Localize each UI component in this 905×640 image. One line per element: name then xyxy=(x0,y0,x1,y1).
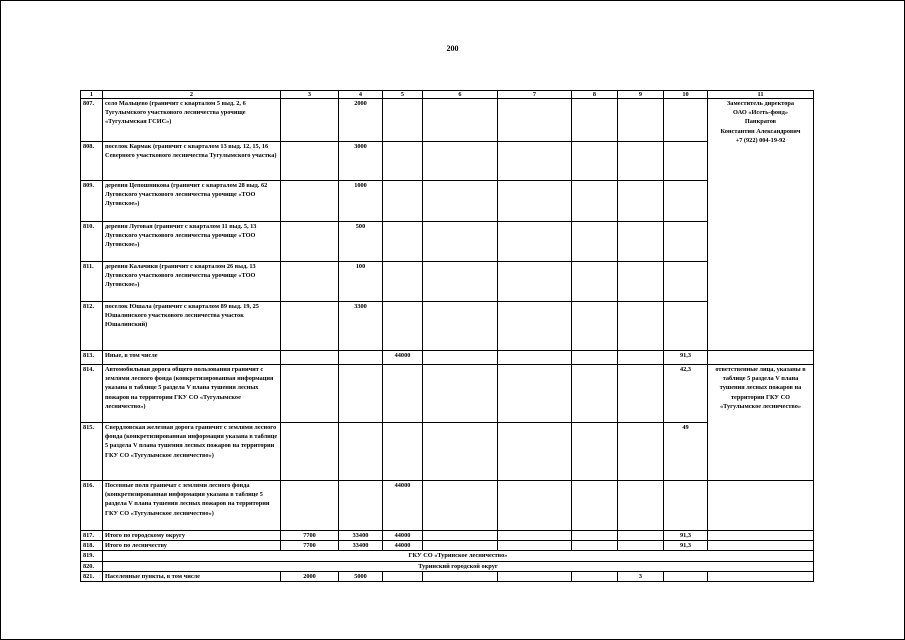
cell-value: 1000 xyxy=(339,181,383,222)
row-name: Иные, в том числе xyxy=(103,351,281,365)
contact-cell xyxy=(708,99,814,351)
row-name: поселок Юшала (граничит с кварталом 89 выд. 19, 25 Юшалинского участкового лесничества участок Юшалинский) xyxy=(103,302,281,351)
table-row xyxy=(81,351,814,365)
cell-value: 3000 xyxy=(339,142,383,181)
column-header: 10 xyxy=(664,91,708,99)
contact-name: Константин Александрович xyxy=(720,127,801,135)
row-name: Итого по лесничеству xyxy=(103,541,281,551)
table-row xyxy=(81,222,814,262)
row-name: Посевные поля граничат с землями лесного фонда (конкретизированная информация указана в таблице 5 раздела V плана тушения лесных пожаров на территории ГКУ СО «Тугулымское лесничество») xyxy=(103,481,281,531)
contact-phone: +7 (922) 004-19-92 xyxy=(735,136,786,144)
row-number: 811. xyxy=(81,262,103,302)
contact-surname: Панкратов xyxy=(744,118,777,126)
cell-value: 500 xyxy=(339,222,383,262)
contact-position: Заместитель директора xyxy=(726,100,795,107)
cell-value: 2000 xyxy=(339,99,383,142)
column-header: 2 xyxy=(103,91,281,99)
column-header: 8 xyxy=(572,91,618,99)
table-row xyxy=(81,99,814,142)
row-name: Автомобильная дорога общего пользования граничит с землями лесного фонда (конкретизированная информация указана в таблице 5 раздела V плана тушения лесных пожаров на территории ГКУ СО «Тугулымское лесничество») xyxy=(103,365,281,423)
contact-company: ОАО «Исеть-фонд» xyxy=(733,109,788,117)
row-number: 812. xyxy=(81,302,103,351)
cell-value: 2000 xyxy=(281,571,339,581)
row-number: 815. xyxy=(81,423,103,481)
column-header: 9 xyxy=(618,91,664,99)
row-name: Населенные пункты, в том числе xyxy=(103,571,281,581)
column-header: 4 xyxy=(339,91,383,99)
cell-value: 91,3 xyxy=(664,351,708,365)
cell-value: 44000 xyxy=(383,531,423,541)
table-row xyxy=(81,181,814,222)
row-number: 814. xyxy=(81,365,103,423)
row-number: 810. xyxy=(81,222,103,262)
table-row xyxy=(81,541,814,551)
table-row xyxy=(81,531,814,541)
table-row xyxy=(81,551,814,561)
table-row xyxy=(81,365,814,423)
cell-value: 42,3 xyxy=(664,365,708,423)
table-row xyxy=(81,561,814,571)
row-number: 819. xyxy=(81,551,103,561)
column-header: 11 xyxy=(708,91,814,99)
row-name: деревня Луговая (граничит с кварталом 11 выд. 5, 13 Луговского участкового лесничества урочище «ТОО Луговское») xyxy=(103,222,281,262)
responsible-cell: ответственные лица, указаны в таблице 5 раздела V плана тушения лесных пожаров на территории ГКУ СО «Тугулымское лесничество» xyxy=(708,365,814,481)
column-header: 3 xyxy=(281,91,339,99)
table-row xyxy=(81,423,814,481)
cell-value: 44000 xyxy=(383,481,423,531)
cell-value: 3 xyxy=(618,571,664,581)
table-row xyxy=(81,302,814,351)
cell-value: 44000 xyxy=(383,541,423,551)
table-row xyxy=(81,571,814,581)
row-number: 820. xyxy=(81,561,103,571)
cell-value: 33400 xyxy=(339,541,383,551)
row-name: деревня Цепошникова (граничит с кварталом 28 выд. 62 Луговского участкового лесничества урочище «ТОО Луговское») xyxy=(103,181,281,222)
row-name: поселок Кармак (граничит с кварталом 13 выд. 12, 15, 16 Северного участкового лесничества Тугулымского участка) xyxy=(103,142,281,181)
page-number: 200 xyxy=(446,44,459,53)
cell-value: 100 xyxy=(339,262,383,302)
row-number: 809. xyxy=(81,181,103,222)
cell-value: 5000 xyxy=(339,571,383,581)
row-name: село Мальцево (граничит с кварталом 5 выд. 2, 6 Тугулымского участкового лесничества урочище «Тугулымская ГСИС») xyxy=(103,99,281,142)
row-number: 807. xyxy=(81,99,103,142)
row-number: 816. xyxy=(81,481,103,531)
row-name: Свердловская железная дорога граничит с землями лесного фонда (конкретизированная информация указана в таблице 5 раздела V плана тушения лесных пожаров на территории ГКУ СО «Тугулымское лесничество») xyxy=(103,423,281,481)
section-heading: Туринский городской округ xyxy=(103,561,814,571)
cell-value: 49 xyxy=(664,423,708,481)
cell-value: 3300 xyxy=(339,302,383,351)
cell-value: 33400 xyxy=(339,531,383,541)
cell-value: 91,3 xyxy=(664,531,708,541)
row-number: 821. xyxy=(81,571,103,581)
table-row xyxy=(81,142,814,181)
cell-value: 91,3 xyxy=(664,541,708,551)
section-heading: ГКУ СО «Туринское лесничество» xyxy=(103,551,814,561)
column-header: 6 xyxy=(423,91,498,99)
row-name: деревня Калачики (граничит с кварталом 26 выд. 13 Луговского участкового лесничества урочище «ТОО Луговское») xyxy=(103,262,281,302)
table-row xyxy=(81,262,814,302)
row-number: 817. xyxy=(81,531,103,541)
column-header: 1 xyxy=(81,91,103,99)
cell-value: 7700 xyxy=(281,541,339,551)
table-row xyxy=(81,481,814,531)
column-header: 5 xyxy=(383,91,423,99)
row-number: 808. xyxy=(81,142,103,181)
column-header: 7 xyxy=(498,91,572,99)
header-row xyxy=(81,91,814,99)
row-number: 818. xyxy=(81,541,103,551)
row-name: Итого по городскому округу xyxy=(103,531,281,541)
cell-value: 44000 xyxy=(383,351,423,365)
fire-plan-table xyxy=(80,90,814,582)
row-number: 813. xyxy=(81,351,103,365)
cell-value: 7700 xyxy=(281,531,339,541)
